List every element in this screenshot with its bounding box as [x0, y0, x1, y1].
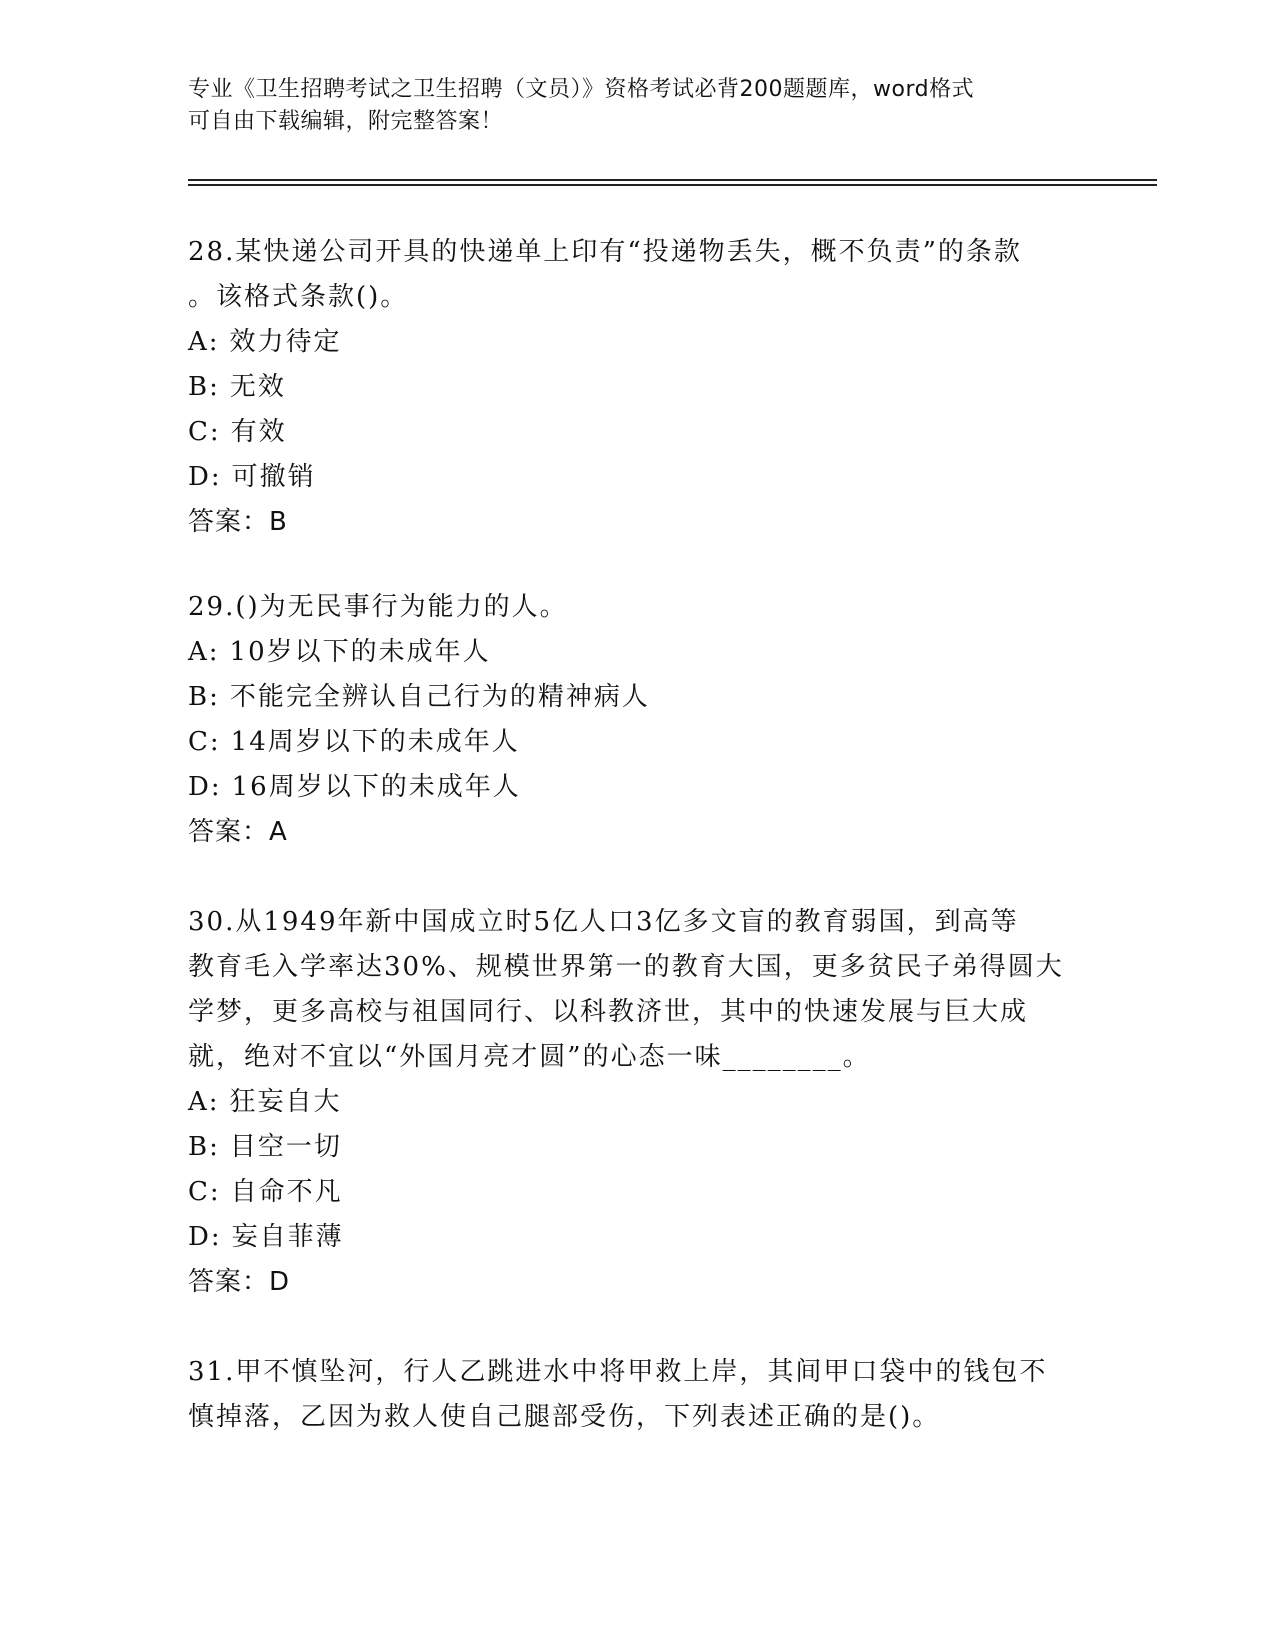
- question-28: [188, 230, 1088, 545]
- option-a: A: 10岁以下的未成年人: [188, 637, 491, 667]
- header-rule-top: [188, 179, 1157, 181]
- question-30: [188, 900, 1088, 1305]
- header-rule-bottom: [188, 184, 1157, 186]
- header-line-2: 可自由下载编辑，附完整答案！: [188, 109, 504, 134]
- question-stem-line: 慎掉落，乙因为救人使自己腿部受伤，下列表述正确的是()。: [188, 1402, 941, 1432]
- option-b: B: 无效: [188, 372, 286, 402]
- answer: 答案：D: [188, 1267, 291, 1297]
- answer: 答案：A: [188, 817, 288, 847]
- option-b: B: 目空一切: [188, 1132, 342, 1162]
- option-a: A: 效力待定: [188, 327, 342, 357]
- question-29: [188, 585, 1088, 855]
- option-c: C: 有效: [188, 417, 287, 447]
- option-c: C: 14周岁以下的未成年人: [188, 727, 520, 757]
- question-stem-line: 教育毛入学率达30%、规模世界第一的教育大国，更多贫民子弟得圆大: [188, 952, 1064, 982]
- question-stem-line: 就，绝对不宜以“外国月亮才圆”的心态一味________。: [188, 1042, 871, 1072]
- question-stem-line: 30.从1949年新中国成立时5亿人口3亿多文盲的教育弱国，到高等: [188, 907, 1019, 937]
- document-header: [188, 74, 1088, 138]
- option-a: A: 狂妄自大: [188, 1087, 342, 1117]
- question-stem-line: 31.甲不慎坠河，行人乙跳进水中将甲救上岸，其间甲口袋中的钱包不: [188, 1357, 1048, 1387]
- question-31: [188, 1350, 1088, 1440]
- option-d: D: 16周岁以下的未成年人: [188, 772, 521, 802]
- option-c: C: 自命不凡: [188, 1177, 343, 1207]
- question-stem-line: 。该格式条款()。: [188, 282, 409, 312]
- question-stem-line: 29.()为无民事行为能力的人。: [188, 592, 568, 622]
- answer: 答案：B: [188, 507, 288, 537]
- option-d: D: 妄自菲薄: [188, 1222, 344, 1252]
- question-stem-line: 28.某快递公司开具的快递单上印有“投递物丢失，概不负责”的条款: [188, 237, 1022, 267]
- header-line-1: 专业《卫生招聘考试之卫生招聘（文员）》资格考试必背200题题库，word格式: [188, 77, 975, 102]
- question-stem-line: 学梦，更多高校与祖国同行、以科教济世，其中的快速发展与巨大成: [188, 997, 1029, 1027]
- option-b: B: 不能完全辨认自己行为的精神病人: [188, 682, 650, 712]
- option-d: D: 可撤销: [188, 462, 316, 492]
